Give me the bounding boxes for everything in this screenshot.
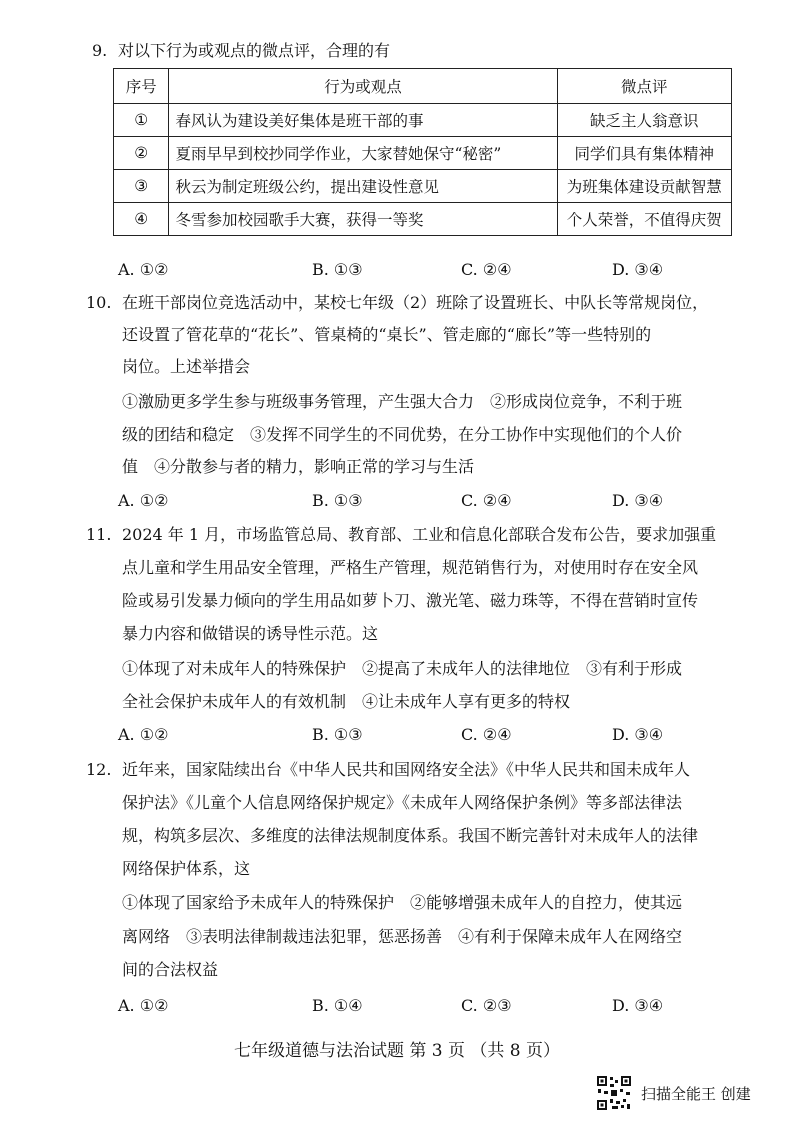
question-11-line: 全社会保护未成年人的有效机制 ④让未成年人享有更多的特权: [122, 692, 571, 711]
row-action: 春风认为建设美好集体是班干部的事: [169, 104, 557, 137]
question-12-line: 近年来，国家陆续出台《中华人民共和国网络安全法》《中华人民共和国未成年人: [122, 760, 691, 779]
option-b[interactable]: B. ①③: [312, 491, 363, 510]
table-header-comment: 微点评: [557, 69, 731, 104]
option-a[interactable]: A. ①②: [118, 260, 169, 279]
question-10-line: 岗位。上述举措会: [122, 357, 251, 376]
table-row: [114, 203, 732, 236]
option-b[interactable]: B. ①③: [312, 725, 363, 744]
question-12-line: 规，构筑多层次、多维度的法律法规制度体系。我国不断完善针对未成年人的法律: [122, 826, 699, 845]
option-c[interactable]: C. ②④: [461, 725, 512, 744]
row-number: ②: [114, 137, 169, 170]
question-12-line: 间的合法权益: [122, 960, 219, 979]
question-9-table: [113, 68, 732, 236]
question-10-line: 值 ④分散参与者的精力，影响正常的学习与生活: [122, 457, 475, 476]
question-9-stem: 对以下行为或观点的微点评，合理的有: [118, 41, 391, 60]
question-11-options: [118, 725, 678, 747]
table-header-number: 序号: [114, 69, 169, 104]
table-header-row: [114, 69, 732, 104]
table-row: [114, 104, 732, 137]
option-d[interactable]: D. ③④: [612, 725, 664, 744]
option-c[interactable]: C. ②④: [461, 491, 512, 510]
option-d[interactable]: D. ③④: [612, 996, 664, 1015]
question-12-line: ①体现了国家给予未成年人的特殊保护 ②能够增强未成年人的自控力，使其远: [122, 893, 683, 912]
question-10-line: 在班干部岗位竞选活动中，某校七年级（2）班除了设置班长、中队长等常规岗位，: [122, 293, 709, 312]
row-action: 夏雨早早到校抄同学作业，大家替她保守“秘密”: [169, 137, 557, 170]
option-c[interactable]: C. ②④: [461, 260, 512, 279]
row-action: 秋云为制定班级公约，提出建设性意见: [169, 170, 557, 203]
option-a[interactable]: A. ①②: [118, 725, 169, 744]
row-comment: 缺乏主人翁意识: [557, 104, 731, 137]
row-number: ④: [114, 203, 169, 236]
scanner-watermark: 扫描全能王 创建: [641, 1085, 751, 1103]
row-number: ③: [114, 170, 169, 203]
option-c[interactable]: C. ②③: [461, 996, 512, 1015]
question-10-line: 还设置了管花草的“花长”、管桌椅的“桌长”、管走廊的“廊长”等一些特别的: [122, 325, 652, 344]
question-11-line: 点儿童和学生用品安全管理，严格生产管理，规范销售行为，对使用时存在安全风: [122, 558, 699, 577]
question-10-line: ①激励更多学生参与班级事务管理，产生强大合力 ②形成岗位竞争，不利于班: [122, 392, 683, 411]
question-9-options: [118, 260, 678, 282]
question-11-number: 11.: [86, 525, 112, 544]
row-action: 冬雪参加校园歌手大赛，获得一等奖: [169, 203, 557, 236]
question-9-number: 9.: [92, 41, 108, 60]
option-a[interactable]: A. ①②: [118, 491, 169, 510]
table-row: [114, 137, 732, 170]
question-10-options: [118, 491, 678, 513]
question-12-line: 离网络 ③表明法律制裁违法犯罪，惩恶扬善 ④有利于保障未成年人在网络空: [122, 927, 683, 946]
table-row: [114, 170, 732, 203]
option-d[interactable]: D. ③④: [612, 260, 664, 279]
question-10-number: 10.: [86, 293, 112, 312]
question-11-line: 2024 年 1 月，市场监管总局、教育部、工业和信息化部联合发布公告，要求加强重: [122, 525, 717, 544]
qr-code-icon: [596, 1075, 632, 1111]
page-footer: 七年级道德与法治试题 第 3 页 （共 8 页）: [233, 1041, 561, 1061]
question-11-line: 暴力内容和做错误的诱导性示范。这: [122, 624, 379, 643]
question-10-line: 级的团结和稳定 ③发挥不同学生的不同优势，在分工协作中实现他们的个人价: [122, 425, 683, 444]
option-b[interactable]: B. ①④: [312, 996, 363, 1015]
question-12-options: [118, 996, 678, 1018]
option-d[interactable]: D. ③④: [612, 491, 664, 510]
question-12-number: 12.: [86, 760, 112, 779]
row-number: ①: [114, 104, 169, 137]
question-11-line: 险或易引发暴力倾向的学生用品如萝卜刀、激光笔、磁力珠等，不得在营销时宣传: [122, 591, 699, 610]
question-11-line: ①体现了对未成年人的特殊保护 ②提高了未成年人的法律地位 ③有利于形成: [122, 659, 683, 678]
question-12-line: 网络保护体系，这: [122, 859, 251, 878]
option-a[interactable]: A. ①②: [118, 996, 169, 1015]
row-comment: 个人荣誉，不值得庆贺: [557, 203, 731, 236]
option-b[interactable]: B. ①③: [312, 260, 363, 279]
row-comment: 同学们具有集体精神: [557, 137, 731, 170]
question-12-line: 保护法》《儿童个人信息网络保护规定》《未成年人网络保护条例》等多部法律法: [122, 793, 683, 812]
table-header-action: 行为或观点: [169, 69, 557, 104]
row-comment: 为班集体建设贡献智慧: [557, 170, 731, 203]
